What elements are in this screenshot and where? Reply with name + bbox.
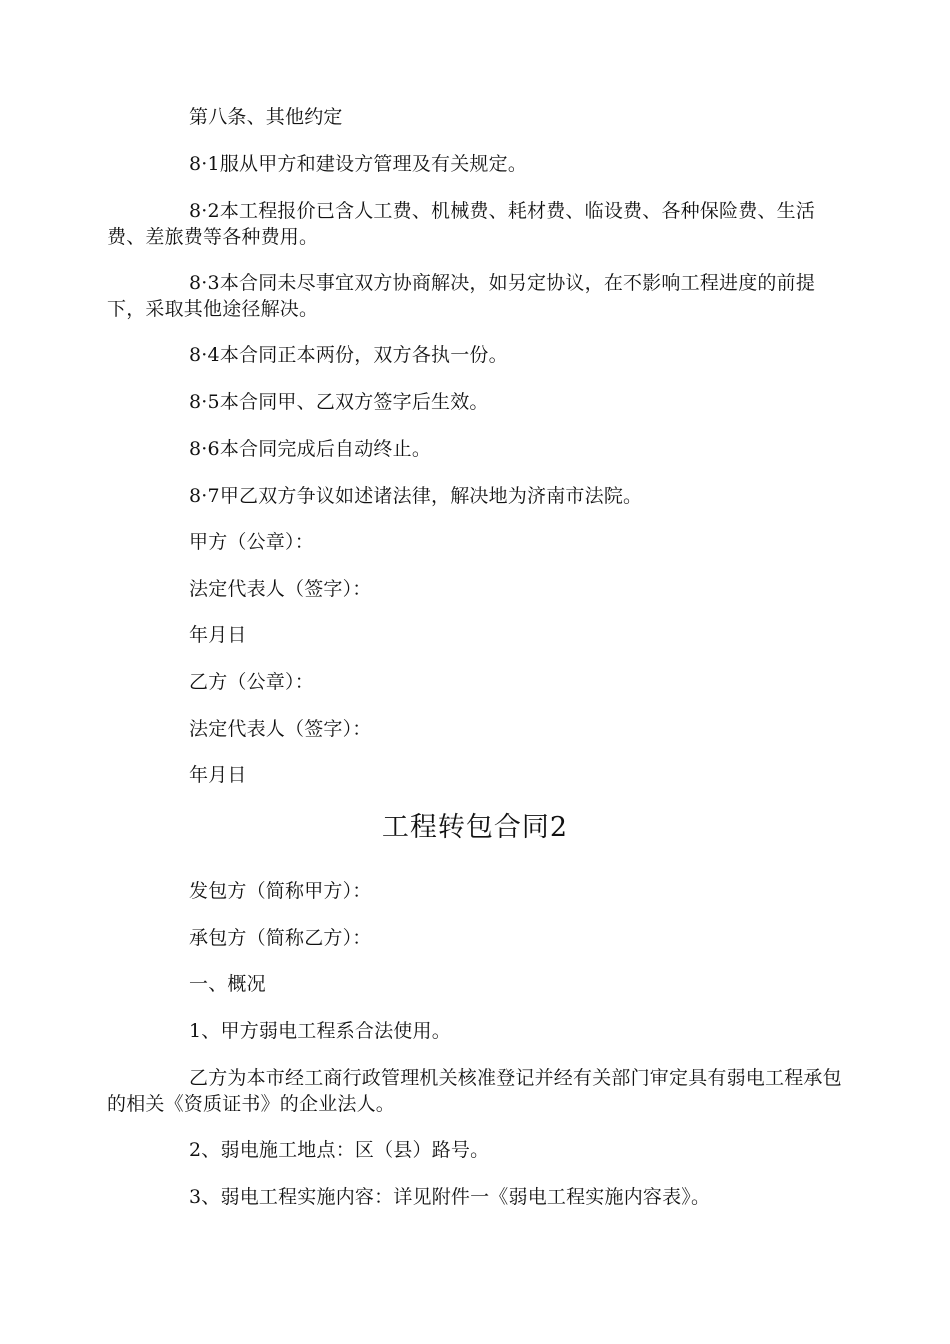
party-b-date-label: 年月日	[189, 764, 247, 786]
overview-item-2: 2、弱电施工地点：区（县）路号。	[189, 1139, 490, 1161]
overview-item-1: 1、甲方弱电工程系合法使用。	[189, 1020, 451, 1042]
clause-8-5: 8·5本合同甲、乙双方签字后生效。	[189, 391, 489, 413]
contract-title: 工程转包合同2	[381, 812, 569, 843]
clause-8-1: 8·1服从甲方和建设方管理及有关规定。	[189, 153, 528, 175]
party-a-date-label: 年月日	[189, 624, 247, 646]
clause-8-2: 8·2本工程报价已含人工费、机械费、耗材费、临设费、各种保险费、生活费、差旅费等各种费用。	[107, 200, 816, 248]
overview-item-3: 3、弱电工程实施内容：详见附件一《弱电工程实施内容表》。	[189, 1186, 711, 1208]
clause-8-3: 8·3本合同未尽事宜双方协商解决，如另定协议，在不影响工程进度的前提下，采取其他途径解决。	[107, 272, 816, 320]
clause-8-4: 8·4本合同正本两份，双方各执一份。	[189, 344, 508, 366]
clause-8-7: 8·7甲乙双方争议如述诸法律，解决地为济南市法院。	[189, 485, 643, 507]
contractor-label: 承包方（简称乙方）：	[189, 927, 372, 949]
clause-8-6: 8·6本合同完成后自动终止。	[189, 438, 432, 460]
overview-heading: 一、概况	[189, 973, 266, 995]
party-a-representative-label: 法定代表人（签字）：	[189, 578, 372, 600]
party-b-seal-label: 乙方（公章）：	[189, 671, 314, 693]
overview-qualification-paragraph: 乙方为本市经工商行政管理机关核准登记并经有关部门审定具有弱电工程承包的相关《资质证书》的企业法人。	[107, 1067, 842, 1115]
party-b-representative-label: 法定代表人（签字）：	[189, 718, 372, 740]
section-heading: 第八条、其他约定	[189, 106, 343, 128]
issuer-label: 发包方（简称甲方）：	[189, 880, 372, 902]
party-a-seal-label: 甲方（公章）：	[189, 531, 314, 553]
